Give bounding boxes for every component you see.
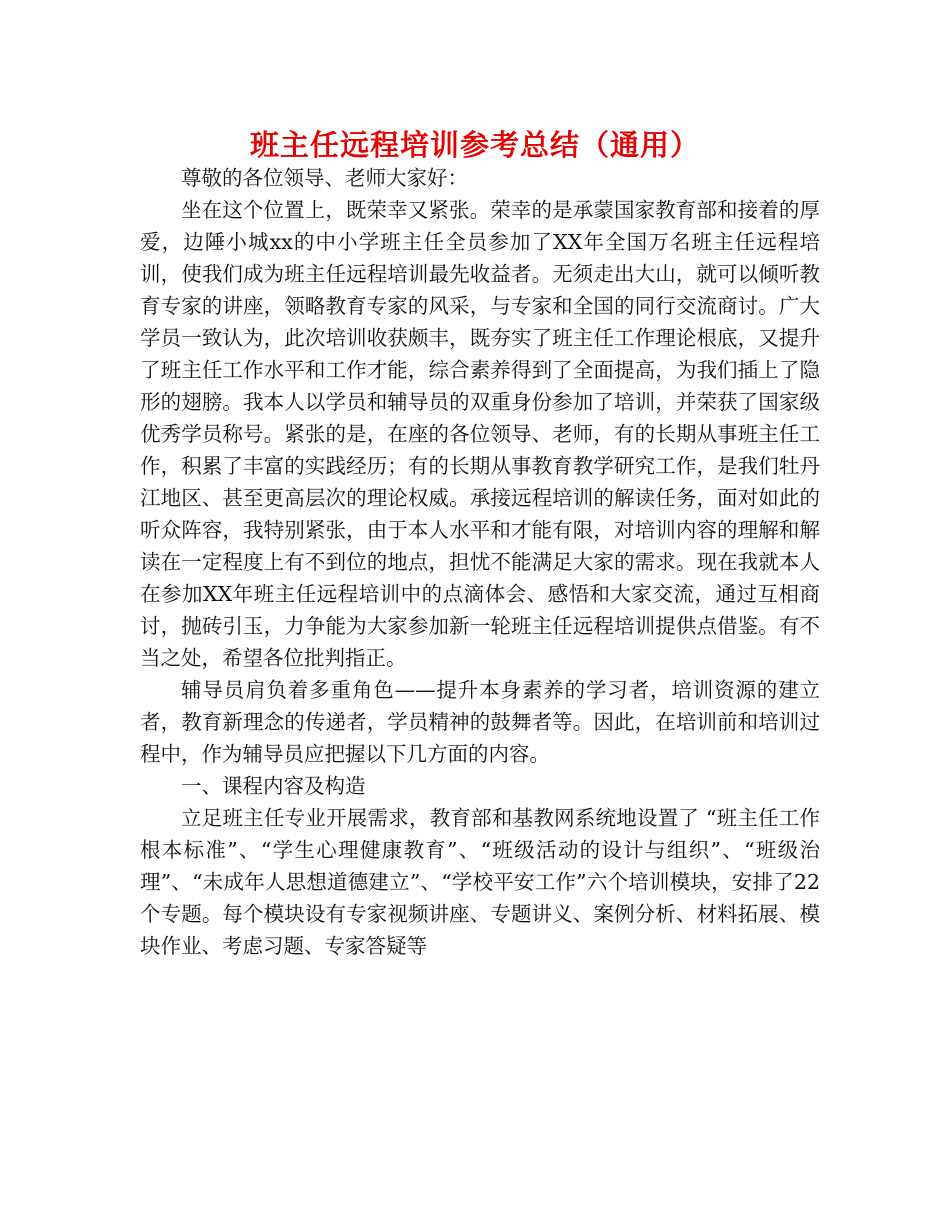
greeting-paragraph: 尊敬的各位领导、老师大家好： (181, 166, 468, 190)
course-modules-paragraph: 立足班主任专业开展需求，教育部和基教网系统地设置了 “班主任工作根本标准”、“学生心理健康教育”、“班级活动的设计与组织”、“班级治理”、“未成年人思想道德建立”、“学校平安工作”六个培训模块，安排了22个专题。每个模块设有专家视频讲座、专题讲义、案例分析、材料拓展、模块作业、考虑习题、专家答疑等 (140, 806, 820, 958)
document-title: 班主任远程培训参考总结（通用） (249, 128, 700, 162)
document-body (140, 162, 820, 962)
counselor-role-paragraph: 辅导员肩负着多重角色——提升本身素养的学习者，培训资源的建立者，教育新理念的传递者，学员精神的鼓舞者等。因此，在培训前和培训过程中，作为辅导员应把握以下几方面的内容。 (140, 678, 820, 766)
intro-paragraph: 坐在这个位置上，既荣幸又紧张。荣幸的是承蒙国家教育部和接着的厚爱，边陲小城xx的中小学班主任全员参加了XX年全国万名班主任远程培训，使我们成为班主任远程培训最先收益者。无须走出大山，就可以倾听教育专家的讲座，领略教育专家的风采，与专家和全国的同行交流商讨。广大学员一致认为，此次培训收获颇丰，既夯实了班主任工作理论根底，又提升了班主任工作水平和工作才能，综合素养得到了全面提高，为我们插上了隐形的翅膀。我本人以学员和辅导员的双重身份参加了培训，并荣获了国家级优秀学员称号。紧张的是，在座的各位领导、老师，有的长期从事班主任工作，积累了丰富的实践经历；有的长期从事教育教学研究工作，是我们牡丹江地区、甚至更高层次的理论权威。承接远程培训的解读任务，面对如此的听众阵容，我特别紧张，由于本人水平和才能有限，对培训内容的理解和解读在一定程度上有不到位的地点，担忧不能满足大家的需求。现在我就本人在参加XX年班主任远程培训中的点滴体会、感悟和大家交流，通过互相商讨，抛砖引玉，力争能为大家参加新一轮班主任远程培训提供点借鉴。有不当之处，希望各位批判指正。 (140, 198, 820, 670)
section-heading-course-content: 一、课程内容及构造 (181, 774, 366, 798)
